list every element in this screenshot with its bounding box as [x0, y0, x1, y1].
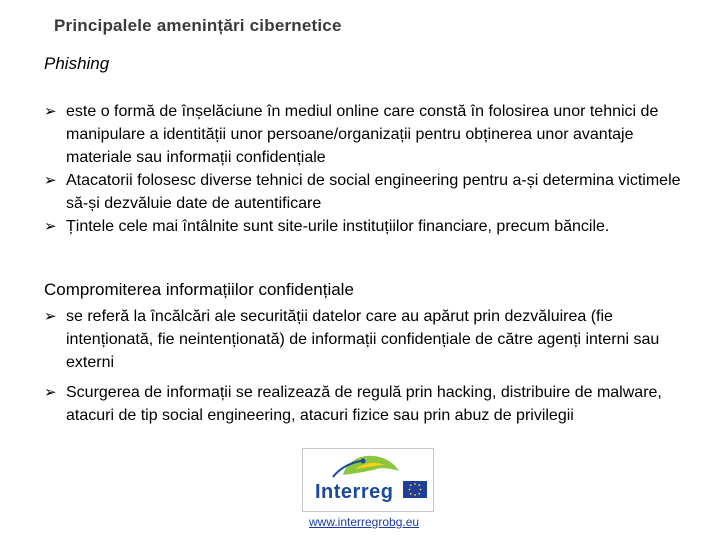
arrow-bullet-icon: ➢ — [44, 172, 57, 189]
eu-flag-icon — [403, 481, 427, 498]
compromise-bullet-list — [44, 305, 694, 427]
arrow-bullet-icon: ➢ — [44, 384, 57, 401]
list-item — [44, 215, 694, 238]
interreg-logo — [302, 448, 434, 512]
website-link[interactable]: www.interregrobg.eu — [309, 515, 420, 529]
bullet-text: Scurgerea de informații se realizează de regulă prin hacking, distribuire de malware, atacuri de tip social engineering, atacuri fizice sau prin abuz de privilegii — [66, 384, 662, 424]
list-item — [44, 100, 694, 169]
list-item — [44, 305, 694, 374]
bullet-text: se referă la încălcări ale securității datelor care au apărut prin dezvăluirea (fie intenționată, fie neintenționată) de informații confidențiale de către agenți interni sau externi — [66, 308, 660, 371]
list-item — [44, 381, 694, 427]
arrow-bullet-icon: ➢ — [44, 218, 57, 235]
arrow-bullet-icon: ➢ — [44, 308, 57, 325]
phishing-heading: Phishing — [44, 54, 110, 73]
slide-title: Principalele amenințări cibernetice — [54, 16, 342, 35]
map-graphic-icon — [303, 449, 431, 483]
logo-wordmark: Interreg — [315, 481, 394, 503]
bullet-text: este o formă de înșelăciune în mediul online care constă în folosirea unor tehnici de manipulare a identității unor persoane/organizații pentru obținerea unor avantaje materiale sau informații confidențiale — [66, 103, 659, 166]
bullet-text: Țintele cele mai întâlnite sunt site-urile instituțiilor financiare, precum băncile. — [66, 218, 610, 235]
arrow-bullet-icon: ➢ — [44, 103, 57, 120]
compromise-heading: Compromiterea informațiilor confidențiale — [44, 280, 354, 299]
list-item — [44, 169, 694, 215]
phishing-bullet-list — [44, 100, 694, 238]
bullet-text: Atacatorii folosesc diverse tehnici de social engineering pentru a-și determina victimele să-și dezvăluie date de autentificare — [66, 172, 681, 212]
